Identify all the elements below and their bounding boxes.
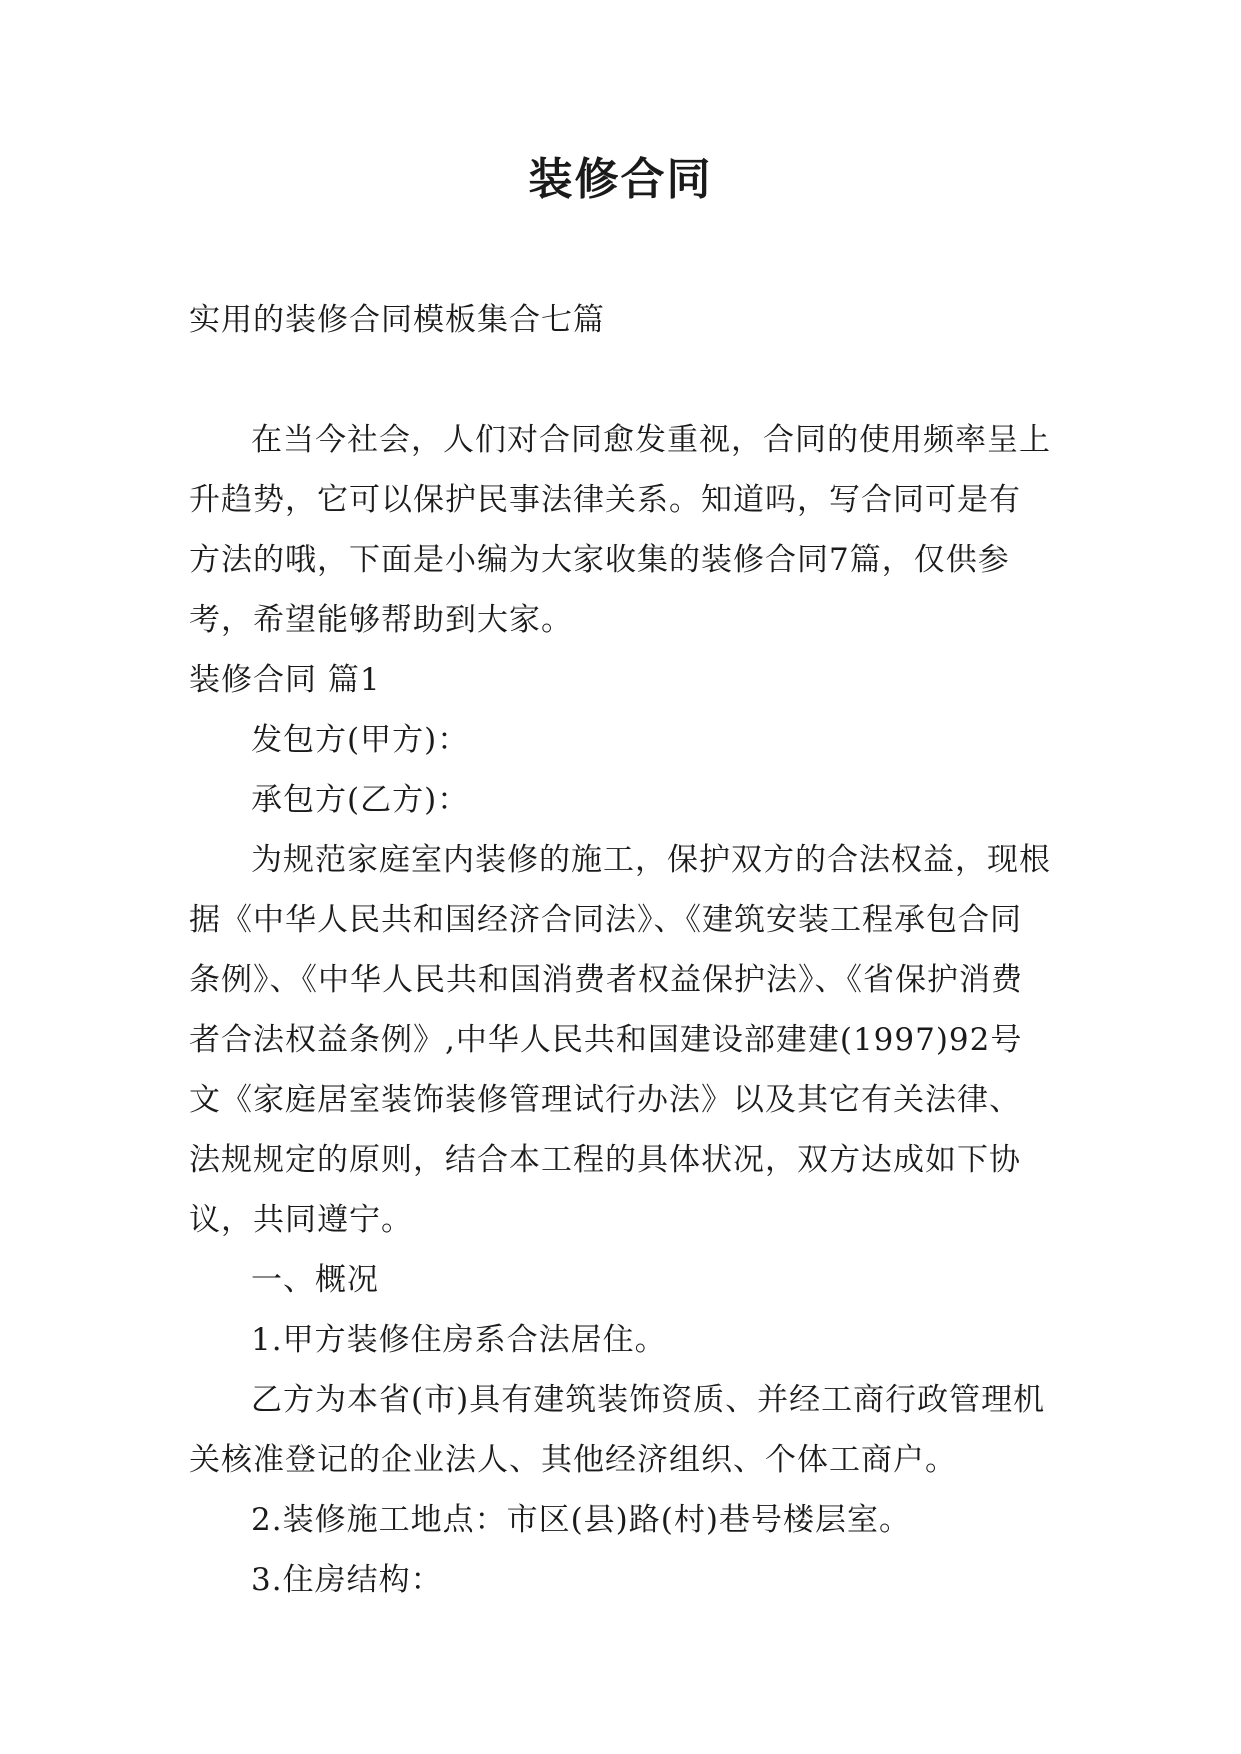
section-heading-part-1: 装修合同 篇1 — [189, 662, 381, 698]
document-title: 装修合同 — [528, 154, 713, 205]
clause-2-location: 2.装修施工地点：市区(县)路(村)巷号楼层室。 — [251, 1502, 911, 1538]
party-b-line: 承包方(乙方)： — [251, 782, 470, 818]
party-a-line: 发包方(甲方)： — [251, 722, 470, 758]
clause-3-structure: 3.住房结构： — [251, 1562, 443, 1598]
clause-1-party-b: 乙方为本省(市)具有建筑装饰资质、并经工商行政管理机关核准登记的企业法人、其他经济组织、个体工商户。 — [189, 1382, 1046, 1478]
clause-1: 1.甲方装修住房系合法居住。 — [251, 1322, 667, 1358]
section-overview-heading: 一、概况 — [251, 1262, 379, 1298]
document-body — [189, 290, 1051, 1610]
preamble-paragraph: 为规范家庭室内装修的施工，保护双方的合法权益，现根据《中华人民共和国经济合同法》、《建筑安装工程承包合同条例》、《中华人民共和国消费者权益保护法》、《省保护消费者合法权益条例》,中华人民共和国建设部建建(1997)92号文《家庭居室装饰装修管理试行办法》以及其它有关法律、法规规定的原则，结合本工程的具体状况，双方达成如下协议，共同遵宁。 — [189, 842, 1051, 1238]
intro-paragraph: 在当今社会，人们对合同愈发重视，合同的使用频率呈上升趋势，它可以保护民事法律关系。知道吗，写合同可是有方法的哦，下面是小编为大家收集的装修合同7篇，仅供参考，希望能够帮助到大家。 — [189, 422, 1051, 638]
document-subtitle: 实用的装修合同模板集合七篇 — [189, 302, 605, 338]
